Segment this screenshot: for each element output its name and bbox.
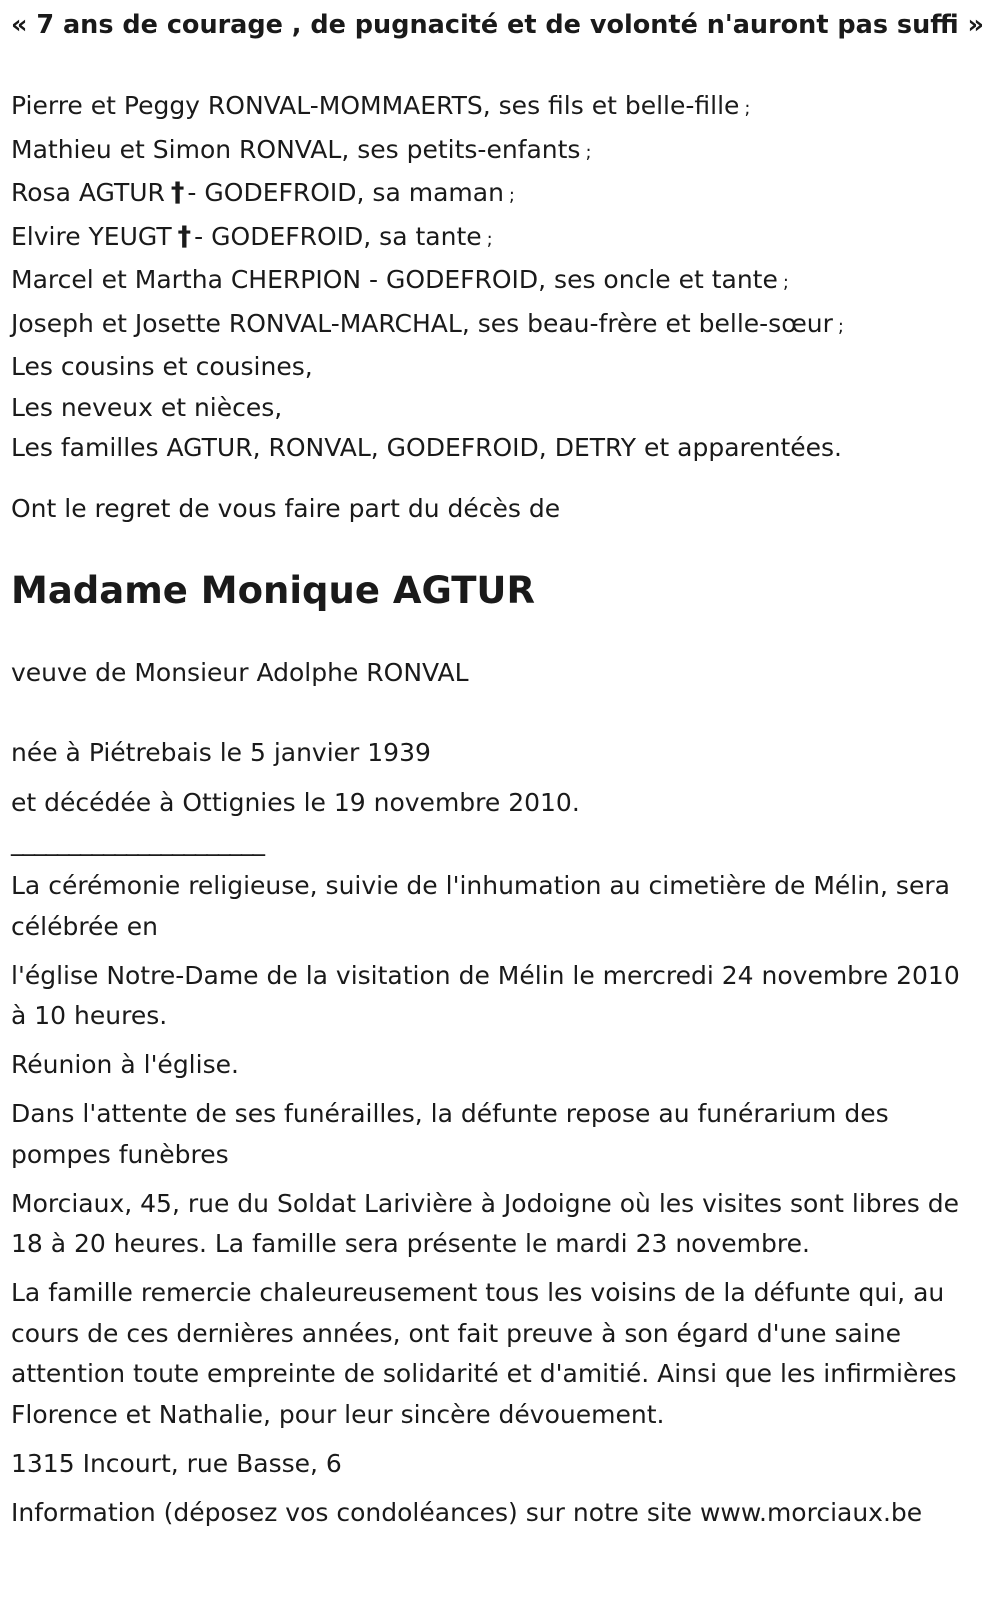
family-list	[11, 86, 844, 469]
funerarium-paragraph: Dans l'attente de ses funérailles, la défunte repose au funérarium des pompes funèbres	[11, 1099, 889, 1169]
family-line-semicolon: ;	[837, 315, 844, 337]
family-line	[11, 388, 844, 429]
family-line-semicolon: ;	[744, 98, 751, 119]
family-line	[11, 86, 844, 130]
family-line-semicolon: ;	[782, 272, 789, 293]
church-paragraph: l'église Notre-Dame de la visitation de Mélin le mercredi 24 novembre 2010 à 10 heures.	[11, 960, 960, 1030]
visits-paragraph: Morciaux, 45, rue du Soldat Larivière à Jodoigne où les visites sont libres de 18 à 20 heures. La famille sera présente le mardi 23 novembre.	[11, 1188, 959, 1258]
family-line-relation: - GODEFROID, sa maman	[187, 178, 504, 207]
address-paragraph: 1315 Incourt, rue Basse, 6	[11, 1448, 342, 1478]
ceremony-paragraph: La cérémonie religieuse, suivie de l'inhumation au cimetière de Mélin, sera célébrée en	[11, 871, 950, 941]
family-line	[11, 347, 844, 388]
family-line	[11, 130, 844, 174]
family-line	[11, 304, 844, 348]
family-line-name: Elvire YEUGT	[11, 221, 172, 251]
family-line-text: Les cousins et cousines,	[11, 352, 313, 381]
family-line-semicolon: ;	[508, 185, 515, 206]
family-line	[11, 217, 844, 261]
death-info: et décédée à Ottignies le 19 novembre 2010.	[11, 788, 580, 817]
family-line-text: Marcel et Martha CHERPION - GODEFROID, ses oncle et tante	[11, 265, 778, 294]
family-line-name: Rosa AGTUR	[11, 178, 165, 207]
family-line-text: Les neveux et nièces,	[11, 392, 283, 422]
family-line-relation: - GODEFROID, sa tante	[194, 221, 482, 251]
family-line-text: Joseph et Josette RONVAL-MARCHAL, ses beau-frère et belle-sœur	[11, 308, 833, 338]
family-line-semicolon: ;	[486, 228, 493, 250]
family-line	[11, 428, 844, 469]
thanks-paragraph: La famille remercie chaleureusement tous les voisins de la défunte qui, au cours de ces dernières années, ont fait preuve à son égard d'une saine attention toute empreinte de solidarité et d'amitié. Ainsi que les infirmières Florence et Nathalie, pour leur sincère dévouement.	[11, 1278, 957, 1429]
meeting-paragraph: Réunion à l'église.	[11, 1050, 239, 1079]
separator-line: ______________________	[11, 827, 264, 856]
family-line-text: Pierre et Peggy RONVAL-MOMMAERTS, ses fils et belle-fille	[11, 91, 740, 120]
family-line	[11, 260, 844, 304]
cross-icon: †	[170, 177, 185, 208]
announcement-intro: Ont le regret de vous faire part du décès de	[11, 494, 561, 523]
ceremony-details	[11, 866, 971, 1542]
widow-of: veuve de Monsieur Adolphe RONVAL	[11, 658, 469, 687]
family-line	[11, 173, 844, 217]
epitaph-quote: « 7 ans de courage , de pugnacité et de volonté n'auront pas suffi »	[11, 10, 985, 40]
family-line-semicolon: ;	[585, 141, 592, 163]
family-line-text: Mathieu et Simon RONVAL, ses petits-enfants	[11, 134, 581, 164]
family-line-text: Les familles AGTUR, RONVAL, GODEFROID, DETRY et apparentées.	[11, 433, 843, 462]
cross-icon: †	[177, 220, 192, 252]
information-paragraph: Information (déposez vos condoléances) sur notre site www.morciaux.be	[11, 1497, 923, 1527]
deceased-name: Madame Monique AGTUR	[11, 569, 535, 612]
birth-info: née à Piétrebais le 5 janvier 1939	[11, 738, 431, 767]
